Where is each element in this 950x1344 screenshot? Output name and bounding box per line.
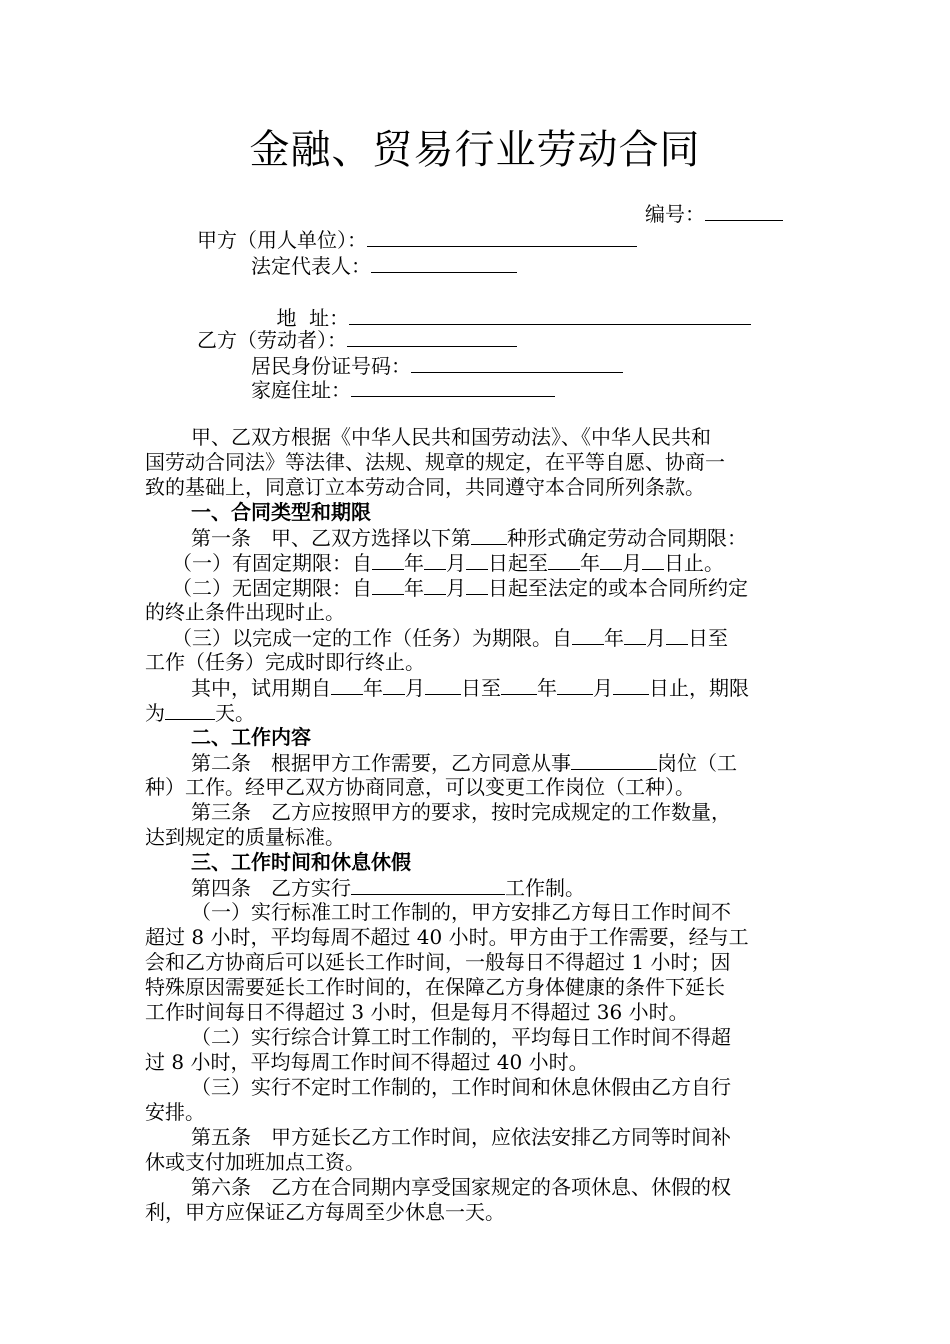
section-heading-2: 二、工作内容 bbox=[191, 725, 311, 749]
blank[interactable] bbox=[548, 549, 580, 570]
option-1 bbox=[172, 549, 724, 576]
article-1-text-b: 种形式确定劳动合同期限： bbox=[507, 526, 747, 550]
article-6: 第六条 乙方在合同期内享受国家规定的各项休息、休假的权 bbox=[191, 1175, 731, 1199]
article-3: 第三条 乙方应按照甲方的要求，按时完成规定的工作数量， bbox=[191, 800, 731, 824]
address-label: 地 址： bbox=[276, 306, 350, 330]
blank[interactable] bbox=[331, 674, 363, 695]
option-3-text: （三）以完成一定的工作（任务）为期限。自 bbox=[172, 626, 572, 650]
month-label: 月 bbox=[446, 551, 466, 575]
party-b-field bbox=[197, 326, 517, 353]
standard-hours-line-5: 工作时间每日不得超过 3 小时，但是每月不得超过 36 小时。 bbox=[145, 1000, 689, 1024]
probation-days-blank[interactable] bbox=[165, 699, 215, 720]
blank[interactable] bbox=[424, 574, 446, 595]
party-b-label: 乙方（劳动者）： bbox=[197, 328, 347, 352]
section-heading-3: 三、工作时间和休息休假 bbox=[191, 850, 411, 874]
legal-rep-blank[interactable] bbox=[371, 252, 517, 273]
blank[interactable] bbox=[501, 674, 537, 695]
flexible-hours-line-1: （三）实行不定时工作制的，工作时间和休息休假由乙方自行 bbox=[191, 1075, 731, 1099]
probation-line-1 bbox=[191, 674, 749, 701]
blank[interactable] bbox=[666, 624, 688, 645]
article-2-text: 第二条 根据甲方工作需要，乙方同意从事 bbox=[191, 751, 571, 775]
blank[interactable] bbox=[466, 574, 488, 595]
year-label: 年 bbox=[404, 576, 424, 600]
comprehensive-hours-line-2: 过 8 小时，平均每周工作时间不得超过 40 小时。 bbox=[145, 1050, 589, 1074]
flexible-hours-line-2: 安排。 bbox=[145, 1100, 205, 1124]
blank[interactable] bbox=[424, 549, 446, 570]
days-label: 天。 bbox=[215, 701, 255, 725]
year-label: 年 bbox=[404, 551, 424, 575]
end-label: 日止。 bbox=[664, 551, 724, 575]
article-4-text: 第四条 乙方实行 bbox=[191, 876, 351, 900]
party-a-label: 甲方（用人单位）： bbox=[197, 228, 367, 252]
document-title: 金融、贸易行业劳动合同 bbox=[249, 127, 701, 173]
article-2-cont: 种）工作。经甲乙双方协商同意，可以变更工作岗位（工种）。 bbox=[145, 775, 695, 799]
party-a-field bbox=[197, 226, 637, 253]
comprehensive-hours-line-1: （二）实行综合计算工时工作制的，平均每日工作时间不得超 bbox=[191, 1025, 731, 1049]
standard-hours-line-2: 超过 8 小时，平均每周不超过 40 小时。甲方由于工作需要，经与工 bbox=[145, 925, 749, 949]
blank[interactable] bbox=[572, 624, 604, 645]
article-6-cont: 利，甲方应保证乙方每周至少休息一天。 bbox=[145, 1200, 505, 1224]
blank[interactable] bbox=[425, 674, 461, 695]
standard-hours-line-4: 特殊原因需要延长工作时间的，在保障乙方身体健康的条件下延长 bbox=[145, 975, 725, 999]
option-3 bbox=[172, 624, 728, 651]
blank[interactable] bbox=[642, 549, 664, 570]
option-3-cont: 工作（任务）完成时即行终止。 bbox=[145, 650, 425, 674]
probation-text: 其中，试用期自 bbox=[191, 676, 331, 700]
position-blank[interactable] bbox=[571, 749, 657, 770]
contract-number-label: 编号： bbox=[645, 202, 705, 226]
month-label: 月 bbox=[446, 576, 466, 600]
option-2-cont: 的终止条件出现时止。 bbox=[145, 600, 345, 624]
year-label: 年 bbox=[604, 626, 624, 650]
contract-number-field bbox=[645, 200, 783, 227]
address-blank[interactable] bbox=[349, 304, 751, 325]
start-to-label: 日起至 bbox=[488, 551, 548, 575]
blank[interactable] bbox=[383, 674, 405, 695]
intro-line-2: 国劳动合同法》等法律、法规、规章的规定，在平等自愿、协商一 bbox=[145, 450, 725, 474]
probation-line-2 bbox=[145, 699, 255, 726]
standard-hours-line-1: （一）实行标准工时工作制的，甲方安排乙方每日工作时间不 bbox=[191, 900, 731, 924]
date-to-label: 日至 bbox=[688, 626, 728, 650]
month-label: 月 bbox=[593, 676, 613, 700]
contract-number-blank[interactable] bbox=[705, 200, 783, 221]
intro-line-3: 致的基础上，同意订立本劳动合同，共同遵守本合同所列条款。 bbox=[145, 475, 705, 499]
party-a-blank[interactable] bbox=[367, 226, 637, 247]
legal-rep-label: 法定代表人： bbox=[251, 254, 371, 278]
date-to-label: 日至 bbox=[461, 676, 501, 700]
year-label: 年 bbox=[580, 551, 600, 575]
year-label: 年 bbox=[363, 676, 383, 700]
blank[interactable] bbox=[600, 549, 622, 570]
option-2-text: （二）无固定期限：自 bbox=[172, 576, 372, 600]
article-1 bbox=[191, 524, 747, 551]
article-3-cont: 达到规定的质量标准。 bbox=[145, 825, 345, 849]
intro-line-1: 甲、乙双方根据《中华人民共和国劳动法》、《中华人民共和 bbox=[191, 425, 711, 449]
article-1-text-a: 第一条 甲、乙双方选择以下第 bbox=[191, 526, 471, 550]
month-label: 月 bbox=[405, 676, 425, 700]
blank[interactable] bbox=[613, 674, 649, 695]
article-5: 第五条 甲方延长乙方工作时间，应依法安排乙方同等时间补 bbox=[191, 1125, 731, 1149]
home-address-field bbox=[251, 376, 555, 403]
article-4 bbox=[191, 874, 585, 901]
year-label: 年 bbox=[537, 676, 557, 700]
contract-type-blank[interactable] bbox=[471, 524, 507, 545]
standard-hours-line-3: 会和乙方协商后可以延长工作时间，一般每日不得超过 1 小时；因 bbox=[145, 950, 731, 974]
option-1-text: （一）有固定期限：自 bbox=[172, 551, 372, 575]
blank[interactable] bbox=[466, 549, 488, 570]
section-heading-1: 一、合同类型和期限 bbox=[191, 500, 371, 524]
id-number-label: 居民身份证号码： bbox=[251, 354, 411, 378]
legal-rep-field bbox=[251, 252, 517, 279]
id-number-blank[interactable] bbox=[411, 352, 623, 373]
home-address-blank[interactable] bbox=[351, 376, 555, 397]
month-label: 月 bbox=[622, 551, 642, 575]
blank[interactable] bbox=[372, 574, 404, 595]
probation-prefix: 为 bbox=[145, 701, 165, 725]
id-number-field bbox=[251, 352, 623, 379]
article-2-tail: 岗位（工 bbox=[657, 751, 737, 775]
month-label: 月 bbox=[646, 626, 666, 650]
work-system-blank[interactable] bbox=[351, 874, 505, 895]
article-2 bbox=[191, 749, 737, 776]
home-address-label: 家庭住址： bbox=[251, 378, 351, 402]
option-2-tail: 日起至法定的或本合同所约定 bbox=[488, 576, 748, 600]
blank[interactable] bbox=[372, 549, 404, 570]
party-b-blank[interactable] bbox=[347, 326, 517, 347]
blank[interactable] bbox=[557, 674, 593, 695]
probation-tail: 日止，期限 bbox=[649, 676, 749, 700]
option-2 bbox=[172, 574, 748, 601]
article-4-tail: 工作制。 bbox=[505, 876, 585, 900]
article-5-cont: 休或支付加班加点工资。 bbox=[145, 1150, 365, 1174]
blank[interactable] bbox=[624, 624, 646, 645]
